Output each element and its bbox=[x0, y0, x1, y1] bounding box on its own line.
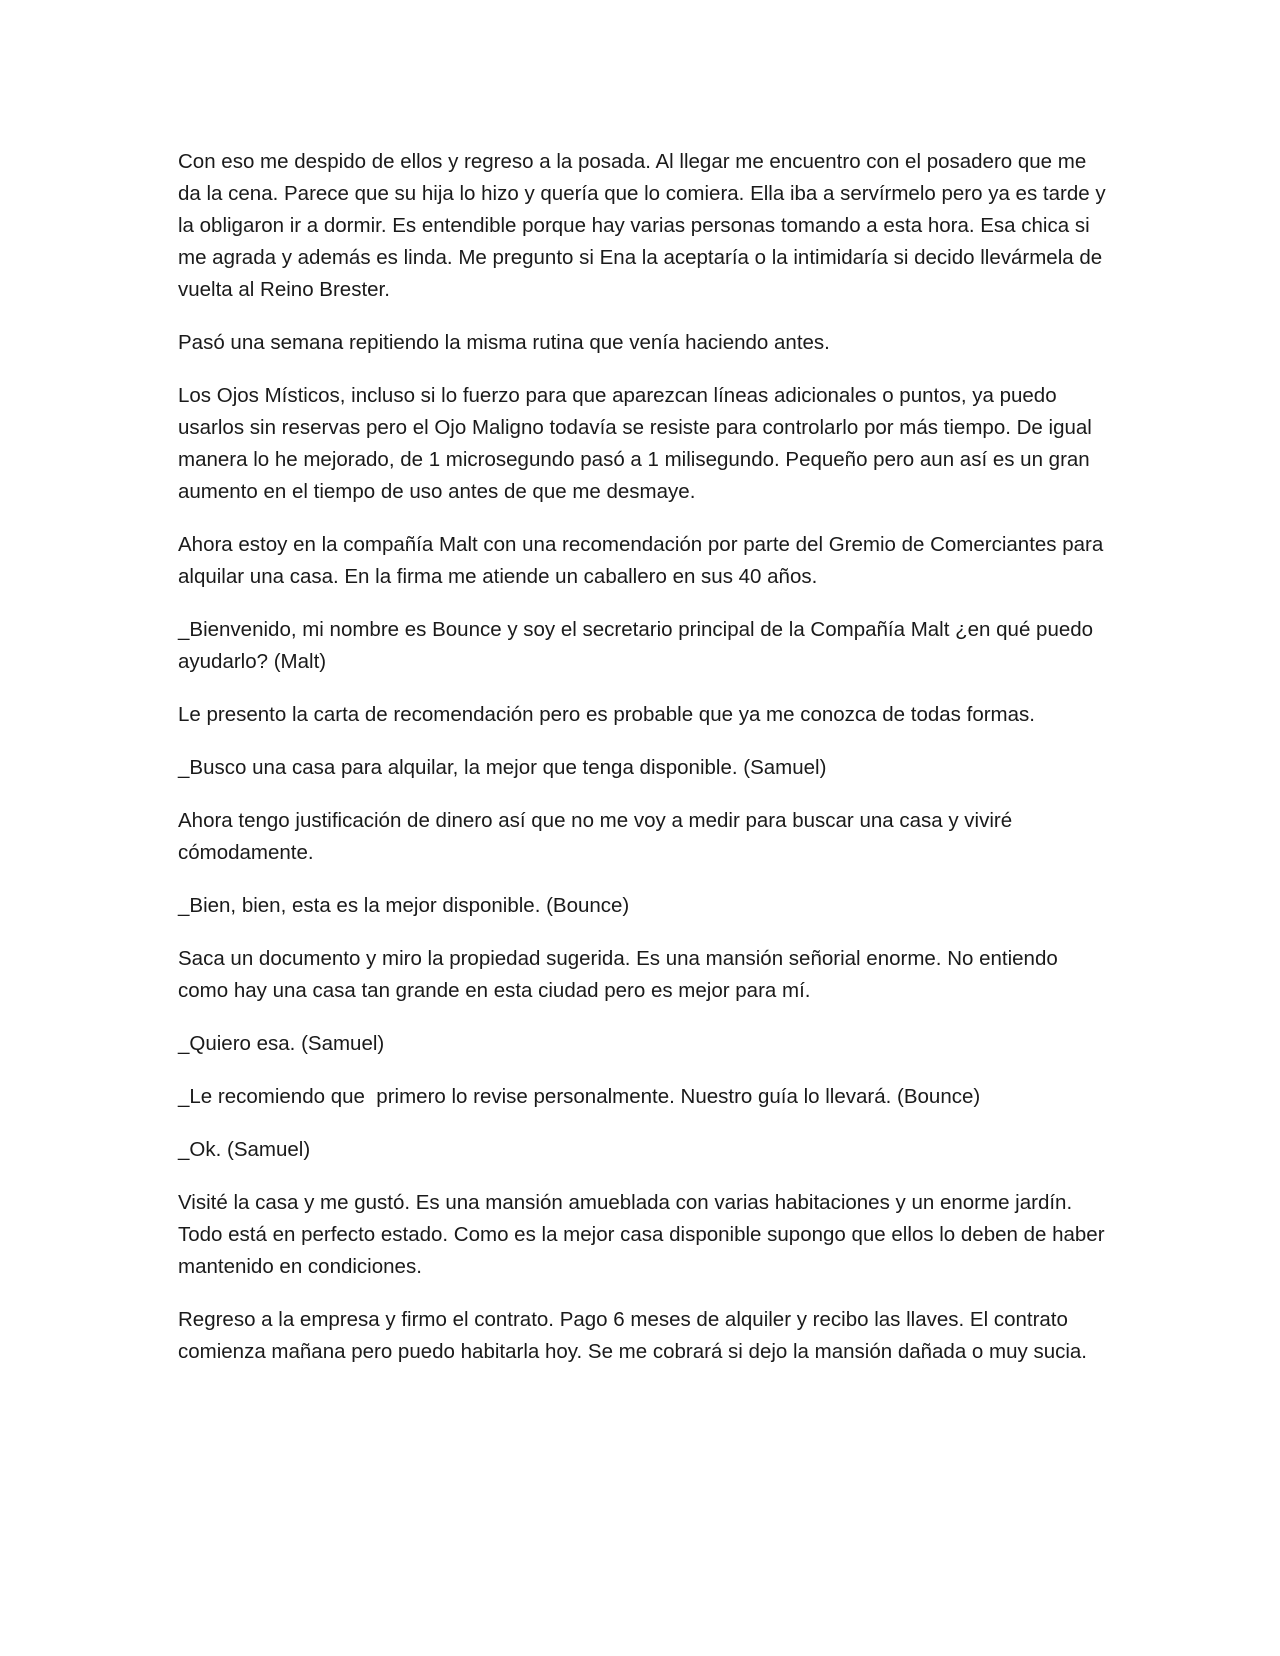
paragraph: Le presento la carta de recomendación pero es probable que ya me conozca de todas formas. bbox=[178, 703, 1035, 726]
paragraph: Saca un documento y miro la propiedad sugerida. Es una mansión señorial enorme. No entiendo como hay una casa tan grande en esta ciudad pero es mejor para mí. bbox=[178, 947, 1064, 1002]
dialogue-line: _Bienvenido, mi nombre es Bounce y soy el secretario principal de la Compañía Malt ¿en qué puedo ayudarlo? (Malt) bbox=[178, 618, 1099, 673]
paragraph: Los Ojos Místicos, incluso si lo fuerzo para que aparezcan líneas adicionales o puntos, ya puedo usarlos sin reservas pero el Ojo Maligno todavía se resiste para controlarlo por más tiempo. De igual manera lo he mejorado, de 1 microsegundo pasó a 1 milisegundo. Pequeño pero aun así es un gran aumento en el tiempo de uso antes de que me desmaye. bbox=[178, 384, 1098, 503]
dialogue-line: _Bien, bien, esta es la mejor disponible. (Bounce) bbox=[178, 894, 630, 917]
document-page bbox=[178, 146, 1112, 1389]
paragraph: Ahora tengo justificación de dinero así que no me voy a medir para buscar una casa y viviré cómodamente. bbox=[178, 809, 1018, 864]
paragraph: Ahora estoy en la compañía Malt con una recomendación por parte del Gremio de Comerciantes para alquilar una casa. En la firma me atiende un caballero en sus 40 años. bbox=[178, 533, 1109, 588]
paragraph: Regreso a la empresa y firmo el contrato. Pago 6 meses de alquiler y recibo las llaves. El contrato comienza mañana pero puedo habitarla hoy. Se me cobrará si dejo la mansión dañada o muy sucia. bbox=[178, 1308, 1087, 1363]
dialogue-line: _Quiero esa. (Samuel) bbox=[178, 1032, 385, 1055]
dialogue-line: _Ok. (Samuel) bbox=[178, 1138, 311, 1161]
dialogue-line: _Busco una casa para alquilar, la mejor que tenga disponible. (Samuel) bbox=[178, 756, 827, 779]
paragraph: Visité la casa y me gustó. Es una mansión amueblada con varias habitaciones y un enorme jardín. Todo está en perfecto estado. Como es la mejor casa disponible supongo que ellos lo deben de haber mantenido en condiciones. bbox=[178, 1191, 1111, 1278]
paragraph: Pasó una semana repitiendo la misma rutina que venía haciendo antes. bbox=[178, 331, 830, 354]
paragraph: Con eso me despido de ellos y regreso a la posada. Al llegar me encuentro con el posadero que me da la cena. Parece que su hija lo hizo y quería que lo comiera. Ella iba a servírmelo pero ya es tarde y la obligaron ir a dormir. Es entendible porque hay varias personas tomando a esta hora. Esa chica si me agrada y además es linda. Me pregunto si Ena la aceptaría o la intimidaría si decido llevármela de vuelta al Reino Brester. bbox=[178, 150, 1112, 301]
dialogue-line: _Le recomiendo que primero lo revise personalmente. Nuestro guía lo llevará. (Bounce) bbox=[178, 1085, 981, 1108]
